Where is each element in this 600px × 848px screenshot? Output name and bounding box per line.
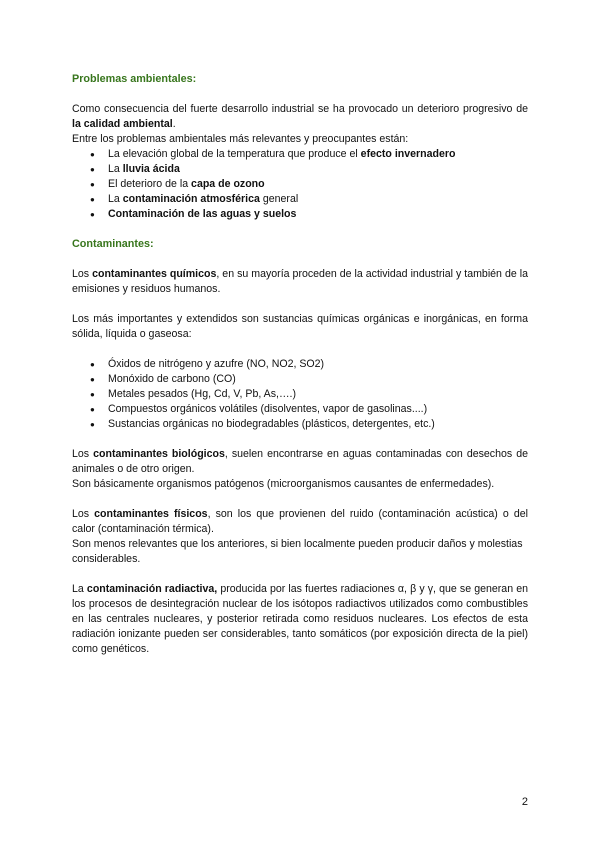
list-item: ● Metales pesados (Hg, Cd, V, Pb, As,….) [108, 387, 528, 402]
paragraph-importantes: Los más importantes y extendidos son sustancias químicas orgánicas e inorgánicas, en forma sólida, líquida o gaseosa: [72, 313, 528, 340]
paragraph-biologicos-2: Son básicamente organismos patógenos (microorganismos causantes de enfermedades). [72, 478, 495, 490]
list-item: ● Compuestos orgánicos volátiles (disolventes, vapor de gasolinas....) [108, 402, 528, 417]
page-content [72, 72, 528, 657]
heading-contaminantes: Contaminantes: [72, 238, 154, 250]
heading-problemas-ambientales: Problemas ambientales: [72, 73, 197, 85]
paragraph-lead: Entre los problemas ambientales más relevantes y preocupantes están: [72, 133, 409, 145]
list-item: ● La lluvia ácida [108, 162, 528, 177]
bold-calidad-ambiental: la calidad ambiental [72, 118, 173, 130]
list-item: ● La contaminación atmosférica general [108, 192, 528, 207]
paragraph-fisicos-2: Son menos relevantes que los anteriores, si bien localmente pueden producir daños y molestias considerables. [72, 538, 523, 565]
list-problemas [72, 147, 528, 222]
list-item: ● Sustancias orgánicas no biodegradables (plásticos, detergentes, etc.) [108, 417, 528, 432]
page-number: 2 [521, 796, 528, 808]
list-item: ● La elevación global de la temperatura que produce el efecto invernadero [108, 147, 528, 162]
list-item: ● Monóxido de carbono (CO) [108, 372, 528, 387]
paragraph-intro: Como consecuencia del fuerte desarrollo industrial se ha provocado un deterioro progresivo de la calidad ambiental. [72, 103, 528, 130]
list-item: ● Contaminación de las aguas y suelos [108, 207, 528, 222]
paragraph-quimicos: Los contaminantes químicos, en su mayoría proceden de la actividad industrial y también de la emisiones y residuos humanos. [72, 268, 528, 295]
paragraph-biologicos: Los contaminantes biológicos, suelen encontrarse en aguas contaminadas con desechos de animales o de otro origen. [72, 448, 528, 475]
paragraph-fisicos: Los contaminantes físicos, son los que provienen del ruido (contaminación acústica) o del calor (contaminación térmica). [72, 508, 529, 535]
list-item: ● El deterioro de la capa de ozono [108, 177, 528, 192]
list-contaminantes-quimicos [72, 357, 528, 432]
list-item: ● Óxidos de nitrógeno y azufre (NO, NO2, SO2) [108, 357, 528, 372]
paragraph-radiactiva: La contaminación radiactiva, producida por las fuertes radiaciones α, β y γ, que se generan en los procesos de desintegración nuclear de los isótopos radiactivos utilizados como combustibles en las centrales nucleares, y posterior retirada como residuos nucleares. Los efectos de esta radiación ionizante pueden ser considerables, tanto somáticos (por exposición directa de la piel) como genéticos. [72, 583, 528, 655]
